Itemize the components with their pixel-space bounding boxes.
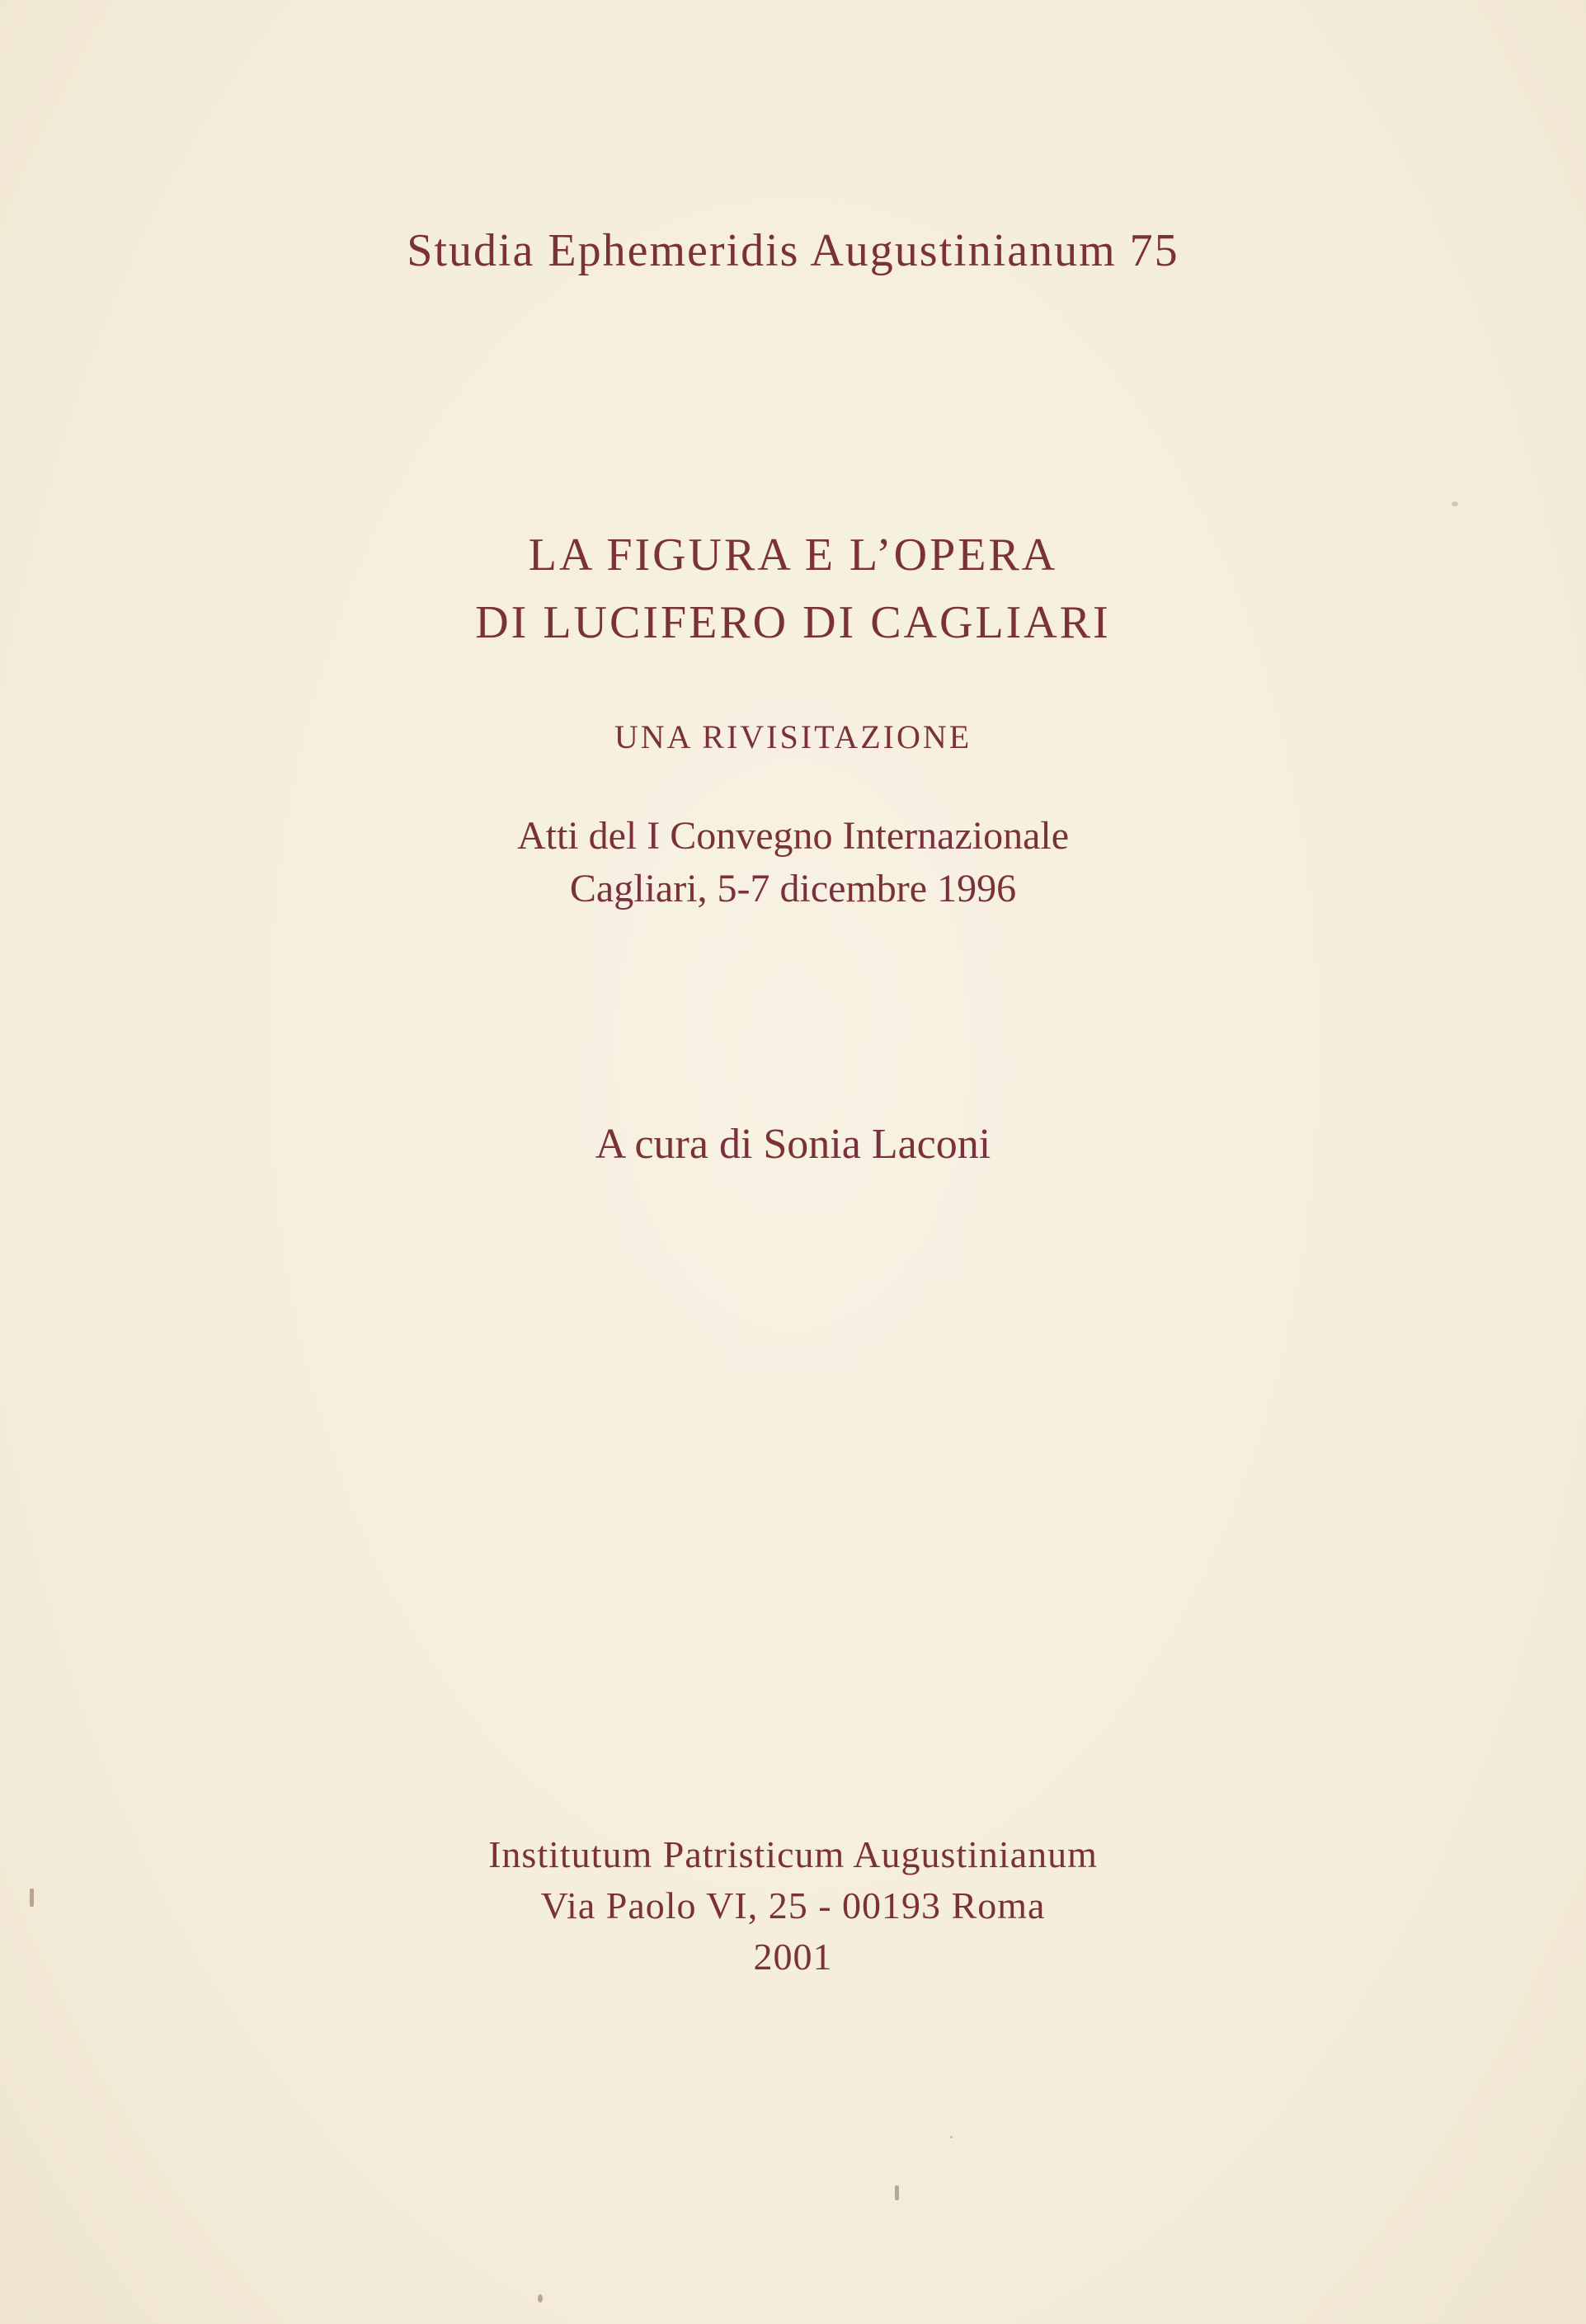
conference-line-1: Atti del I Convegno Internazionale bbox=[516, 814, 1070, 858]
paper-speck bbox=[1452, 501, 1458, 506]
conference-line-2: Cagliari, 5-7 dicembre 1996 bbox=[569, 867, 1017, 910]
publisher-address: Via Paolo VI, 25 - 00193 Roma bbox=[540, 1884, 1046, 1926]
editor-line: A cura di Sonia Laconi bbox=[595, 1121, 991, 1168]
book-title-line-1: LA FIGURA E L’OPERA bbox=[528, 529, 1058, 581]
publisher-info bbox=[0, 1829, 1586, 1983]
book-subtitle bbox=[0, 717, 1586, 756]
subtitle-line: UNA RIVISITAZIONE bbox=[614, 718, 972, 755]
paper-speck bbox=[895, 2185, 899, 2200]
series-line: Studia Ephemeridis Augustinianum 75 bbox=[407, 225, 1179, 276]
paper-speck bbox=[30, 1889, 34, 1907]
book-title bbox=[0, 521, 1586, 656]
paper-speck bbox=[950, 2136, 953, 2138]
editor-credit bbox=[0, 1120, 1586, 1169]
publisher-name: Institutum Patristicum Augustinianum bbox=[488, 1833, 1098, 1875]
book-title-line-2: DI LUCIFERO DI CAGLIARI bbox=[475, 597, 1111, 648]
series-title bbox=[0, 224, 1586, 277]
paper-speck bbox=[538, 2294, 543, 2303]
publication-year: 2001 bbox=[753, 1936, 833, 1978]
conference-info bbox=[0, 810, 1586, 915]
